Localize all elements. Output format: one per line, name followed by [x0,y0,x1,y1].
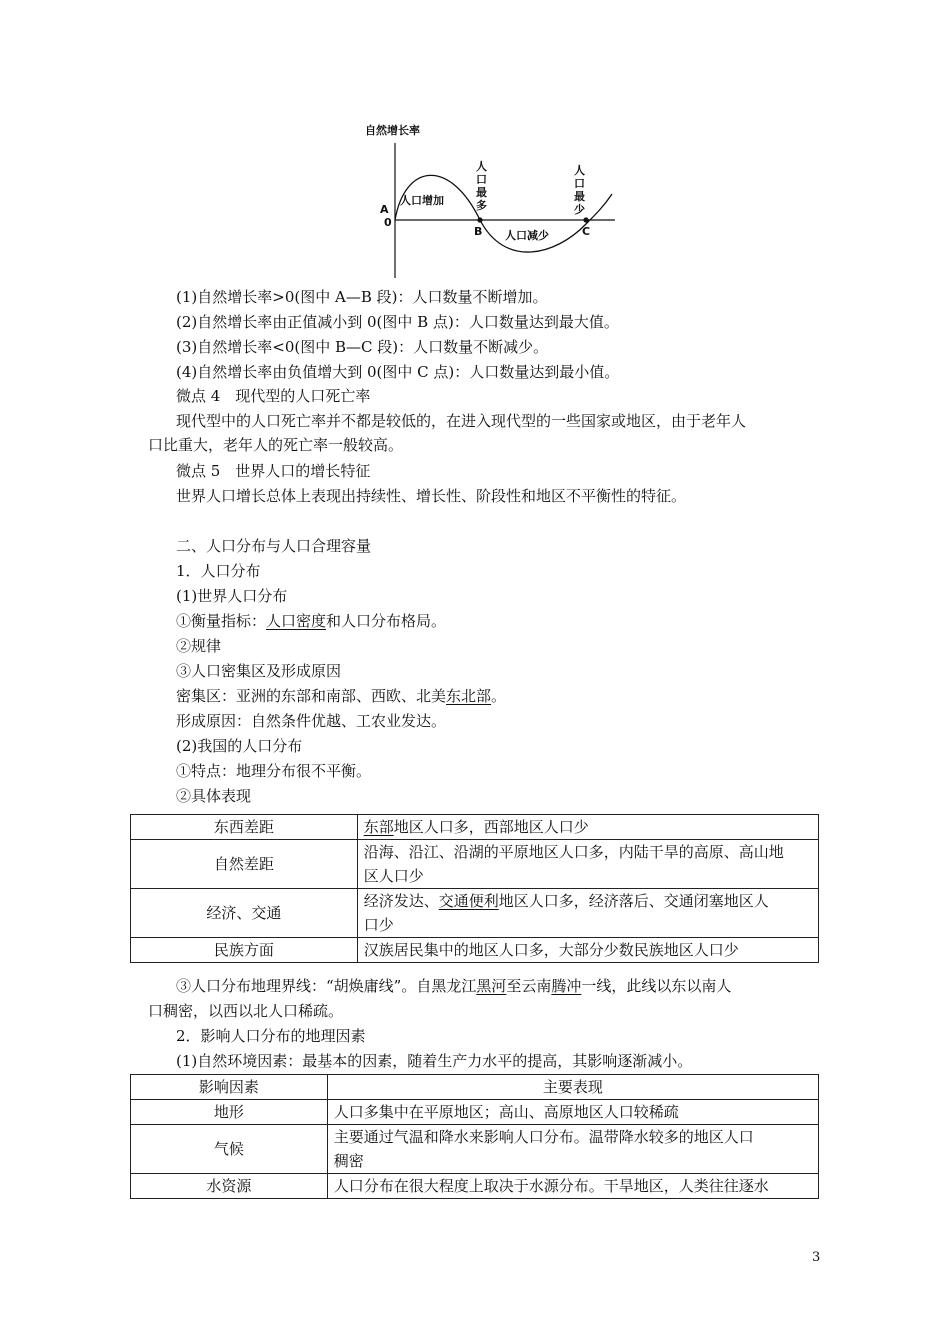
section-title: 二、人口分布与人口合理容量 [176,537,372,555]
table-text-line-2: 区人口少 [363,867,424,885]
origin-label: 0 [384,216,392,229]
table-row [131,815,819,840]
point-2: (2)自然增长率由正值减小到 0(图中 B 点)：人口数量达到最大值。 [176,313,619,331]
point-b-dot [477,217,482,222]
table-value: 汉族居民集中的地区人口多，大部分少数民族地区人口少 [357,938,818,963]
measure-suffix: 和人口分布格局。 [326,612,447,630]
max-label-3: 最 [476,186,487,199]
table-key: 气候 [131,1125,328,1174]
dense-area-heading: ③人口密集区及形成原因 [176,662,342,680]
table-value: 人口多集中在平原地区；高山、高原地区人口较稀疏 [327,1100,818,1125]
table-text-line-1: 沿海、沿江、沿湖的平原地区人口多，内陆干旱的高原、高山地 [363,843,784,861]
measure-indicator [176,610,446,632]
point-4: (4)自然增长率由负值增大到 0(图中 C 点)：人口数量达到最小值。 [176,363,620,381]
page-number: 3 [812,1250,821,1265]
y-axis-label: 自然增长率 [365,124,420,137]
china-distribution-table [130,814,819,963]
dense-area-line [176,685,506,707]
micro4-heading: 微点 4 现代型的人口死亡率 [176,387,371,405]
hu-suffix: 一线，此线以东以南人 [581,977,732,995]
subsection-factors: 2．影响人口分布的地理因素 [176,1027,366,1045]
subsection-distribution: 1．人口分布 [176,562,261,580]
point-c-label: C [582,225,591,238]
point-b-label: B [474,225,483,238]
min-label-4: 少 [574,203,585,216]
dense-area-underlined: 东北部 [446,687,492,705]
table-text-line-1: 主要通过气温和降水来影响人口分布。温带降水较多的地区人口 [333,1128,754,1146]
table-text: 地区人口多，西部地区人口少 [393,818,589,836]
measure-prefix: ①衡量指标： [176,612,267,630]
table-value [327,1125,818,1174]
table-key: 水资源 [131,1174,328,1199]
micro5-text: 世界人口增长总体上表现出持续性、增长性、阶段性和地区不平衡性的特征。 [176,487,687,505]
table-row [131,1100,819,1125]
table-header: 影响因素 [131,1075,328,1100]
table-text: 地区人口多，经济落后、交通闭塞地区人 [498,892,769,910]
measure-underlined: 人口密度 [266,612,327,630]
point-1: (1)自然增长率>0(图中 A—B 段)：人口数量不断增加。 [176,288,548,306]
point-a-label: A [380,203,389,216]
point-c-dot [583,217,588,222]
hu-prefix: ③人口分布地理界线：“胡焕庸线”。自黑龙江 [176,977,477,995]
table-row [131,938,819,963]
max-label-2: 口 [476,173,487,186]
min-label-1: 人 [574,164,585,177]
table-text-line-2: 稠密 [333,1152,364,1170]
hu-tengchong: 腾冲 [551,977,582,995]
table-header-row [131,1075,819,1100]
table-value: 人口分布在很大程度上取决于水源分布。干旱地区，人类往往逐水 [327,1174,818,1199]
table-text-line-1 [364,889,812,913]
min-label-2: 口 [574,177,585,190]
micro5-heading: 微点 5 世界人口的增长特征 [176,462,371,480]
dense-area-prefix: 密集区：亚洲的东部和南部、西欧、北美 [176,687,447,705]
table-value [357,840,818,889]
table-key: 地形 [131,1100,328,1125]
growth-rate-diagram [360,118,630,280]
table-row [131,889,819,938]
point-3: (3)自然增长率<0(图中 B—C 段)：人口数量不断减少。 [176,338,549,356]
increase-label: 人口增加 [400,194,444,207]
table-text-line-2: 口少 [363,916,394,934]
max-label-4: 多 [476,199,487,212]
decrease-label: 人口减少 [505,229,549,242]
natural-factors-table [130,1074,819,1199]
hu-line-2: 口稠密，以西以北人口稀疏。 [148,1002,344,1020]
hu-mid: 至云南 [506,977,552,995]
dense-area-suffix: 。 [491,687,507,705]
detail-line: ②具体表现 [176,787,252,805]
micro4-text-2: 口比重大，老年人的死亡率一般较高。 [148,436,404,454]
hu-heihe: 黑河 [476,977,507,995]
natural-factors: (1)自然环境因素：最基本的因素，随着生产力水平的提高，其影响逐渐减小。 [176,1052,693,1070]
table-header: 主要表现 [327,1075,818,1100]
table-underlined: 交通便利 [438,892,499,910]
table-value [357,889,818,938]
table-key: 自然差距 [131,840,358,889]
table-underlined: 东部 [363,818,394,836]
table-key: 民族方面 [131,938,358,963]
table-prefix: 经济发达、 [363,892,439,910]
max-label-1: 人 [476,160,487,173]
table-row [131,1125,819,1174]
hu-line-1 [176,975,731,997]
world-distribution: (1)世界人口分布 [176,587,288,605]
china-distribution: (2)我国的人口分布 [176,737,303,755]
table-key: 东西差距 [131,815,358,840]
table-row [131,1174,819,1199]
table-key: 经济、交通 [131,889,358,938]
table-value [357,815,818,840]
rule-line: ②规律 [176,637,222,655]
micro4-text-1: 现代型中的人口死亡率并不都是较低的，在进入现代型的一些国家或地区，由于老年人 [176,412,747,430]
reason-line: 形成原因：自然条件优越、工农业发达。 [176,712,447,730]
table-row [131,840,819,889]
min-label-3: 最 [574,190,585,203]
feature-line: ①特点：地理分布很不平衡。 [176,762,372,780]
